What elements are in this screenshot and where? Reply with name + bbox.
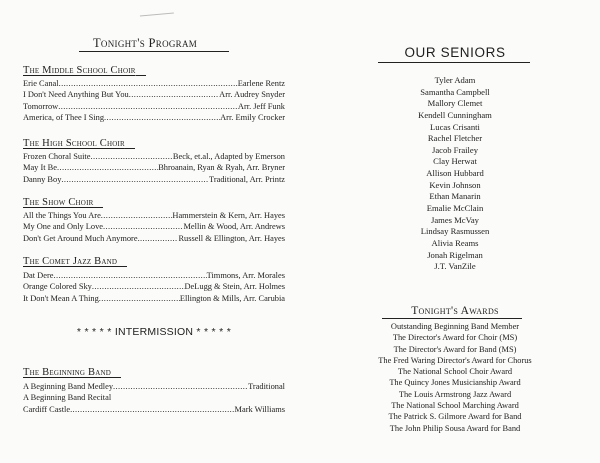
- dot-leader: [101, 210, 173, 221]
- section-title-high-school-choir: The High School Choir: [23, 138, 135, 149]
- piece-title: A Beginning Band Medley: [23, 382, 114, 391]
- section-rows-show-choir: [23, 210, 285, 244]
- piece-title: Tomorrow: [23, 101, 59, 111]
- intermission-banner: [23, 326, 285, 338]
- dot-leader: [57, 162, 158, 173]
- piece-title: Erie Canal: [23, 79, 59, 88]
- program-row: [23, 281, 285, 292]
- award-item: The National School Marching Award: [391, 401, 519, 411]
- program-row: [23, 174, 285, 185]
- program-heading-rule: [79, 51, 229, 52]
- piece-title: My One and Only Love: [23, 222, 104, 232]
- piece-title: A Beginning Band Recital: [23, 393, 112, 403]
- piece-arranger: Arr. Emily Crocker: [220, 112, 285, 122]
- piece-title: Dat Dere: [23, 271, 54, 280]
- piece-arranger: Russell & Ellington, Arr. Hayes: [178, 233, 285, 243]
- award-item: The Patrick S. Gilmore Award for Band: [388, 412, 522, 422]
- award-item: The Director's Award for Band (MS): [393, 344, 517, 354]
- program-row: [23, 392, 285, 403]
- piece-title: I Don't Need Anything But You: [23, 90, 129, 100]
- senior-name: Kevin Johnson: [429, 179, 481, 190]
- piece-arranger: Beck, et.al., Adapted by Emerson: [172, 152, 285, 161]
- senior-name: Emalie McClain: [426, 203, 484, 214]
- senior-name: Allison Hubbard: [426, 168, 484, 179]
- dot-leader: [138, 233, 179, 244]
- program-row: [23, 151, 285, 162]
- dot-leader: [103, 221, 183, 232]
- dot-leader: [129, 89, 219, 100]
- dot-leader: [59, 78, 238, 89]
- piece-arranger: Traditional, Arr. Printz: [209, 174, 285, 184]
- piece-arranger: Mark Williams: [234, 404, 285, 414]
- section-rows-high-school-choir: [23, 151, 285, 185]
- dot-leader: [53, 270, 206, 281]
- piece-title: Don't Get Around Much Anymore: [23, 233, 138, 243]
- section-title-beginning-band: The Beginning Band: [23, 367, 121, 378]
- piece-title: May It Be: [23, 163, 57, 173]
- dot-leader: [113, 381, 248, 392]
- dot-leader: [92, 281, 185, 292]
- dot-leader: [104, 112, 220, 123]
- piece-arranger: Hammerstein & Kern, Arr. Hayes: [172, 211, 285, 220]
- senior-name: Jonah Rigelman: [427, 249, 483, 260]
- dot-leader: [99, 293, 180, 304]
- section-title-show-choir: The Show Choir: [23, 197, 103, 208]
- seniors-heading: OUR SENIORS: [404, 45, 506, 60]
- section-title-comet-jazz-band: The Comet Jazz Band: [23, 256, 127, 267]
- piece-title: Frozen Choral Suite: [23, 152, 91, 161]
- senior-name: Rachel Fletcher: [427, 133, 483, 144]
- piece-title: Danny Boy: [23, 174, 62, 184]
- piece-arranger: DeLugg & Stein, Arr. Holmes: [184, 282, 285, 292]
- senior-name: Jacob Frailey: [431, 144, 479, 155]
- intermission-title: INTERMISSION: [114, 326, 194, 338]
- program-row: [23, 404, 285, 415]
- intermission-stars-left: * * * * *: [76, 326, 112, 338]
- award-item: The Fred Waring Director's Award for Chorus: [378, 355, 532, 365]
- section-rows-comet-jazz-band: [23, 270, 285, 304]
- award-item: Outstanding Beginning Band Member: [390, 322, 520, 331]
- senior-name: J.T. VanZile: [434, 261, 476, 272]
- piece-title: Cardiff Castle: [23, 404, 71, 414]
- scan-mark: [140, 13, 174, 20]
- awards-list: [310, 321, 600, 434]
- awards-heading-rule: [382, 318, 522, 319]
- senior-name: James McVay: [431, 214, 479, 225]
- program-row: [23, 270, 285, 281]
- senior-name: Mallory Clemet: [427, 98, 483, 109]
- intermission-stars-right: * * * * *: [196, 326, 232, 338]
- piece-title: All the Things You Are: [23, 211, 101, 220]
- program-row: [23, 112, 285, 123]
- award-item: The National School Choir Award: [397, 367, 513, 377]
- piece-arranger: Mellin & Wood, Arr. Andrews: [183, 222, 285, 232]
- awards-heading: Tonight's Awards: [411, 305, 499, 317]
- senior-name: Alivia Reams: [431, 237, 479, 248]
- section-title-middle-school-choir: The Middle School Choir: [23, 65, 146, 76]
- section-rows-middle-school-choir: [23, 78, 285, 123]
- piece-arranger: Traditional: [248, 382, 285, 391]
- program-row: [23, 162, 285, 173]
- piece-arranger: Earlene Rentz: [237, 79, 285, 88]
- program-row: [23, 210, 285, 221]
- seniors-heading-rule: [378, 62, 530, 63]
- dot-leader: [90, 151, 172, 162]
- program-row: [23, 233, 285, 244]
- piece-arranger: Arr. Jeff Funk: [237, 101, 285, 111]
- award-item: The Director's Award for Choir (MS): [392, 333, 518, 343]
- piece-arranger: Ellington & Mills, Arr. Carubia: [179, 293, 285, 303]
- program-heading-text: Tonight's Program: [93, 36, 198, 50]
- senior-name: Ethan Manarin: [429, 191, 481, 202]
- program-heading: [93, 36, 229, 52]
- piece-title: It Don't Mean A Thing: [23, 293, 99, 303]
- senior-name: Samantha Campbell: [420, 86, 490, 97]
- piece-title: Orange Colored Sky: [23, 282, 92, 292]
- program-row: [23, 381, 285, 392]
- award-item: The John Philip Sousa Award for Band: [389, 423, 521, 433]
- senior-name: Clay Herwat: [433, 156, 477, 167]
- piece-arranger: Timmons, Arr. Morales: [206, 271, 285, 280]
- senior-name: Lucas Crisanti: [430, 121, 480, 132]
- dot-leader: [70, 404, 234, 415]
- program-row: [23, 293, 285, 304]
- senior-name: Kendell Cunningham: [418, 109, 492, 120]
- piece-title: America, of Thee I Sing: [23, 112, 105, 122]
- program-row: [23, 78, 285, 89]
- award-item: The Quincy Jones Musicianship Award: [389, 378, 521, 388]
- dot-leader: [58, 101, 238, 112]
- program-row: [23, 89, 285, 100]
- award-item: The Louis Armstrong Jazz Award: [398, 389, 512, 399]
- program-row: [23, 221, 285, 232]
- senior-name: Tyler Adam: [434, 75, 476, 85]
- piece-arranger: Bhroanain, Ryan & Ryah, Arr. Bryner: [158, 163, 285, 173]
- program-row: [23, 101, 285, 112]
- seniors-list: [310, 75, 600, 273]
- piece-arranger: Arr. Audrey Snyder: [219, 90, 285, 100]
- section-rows-beginning-band: [23, 381, 285, 415]
- dot-leader: [61, 174, 209, 185]
- senior-name: Lindsay Rasmussen: [420, 226, 490, 237]
